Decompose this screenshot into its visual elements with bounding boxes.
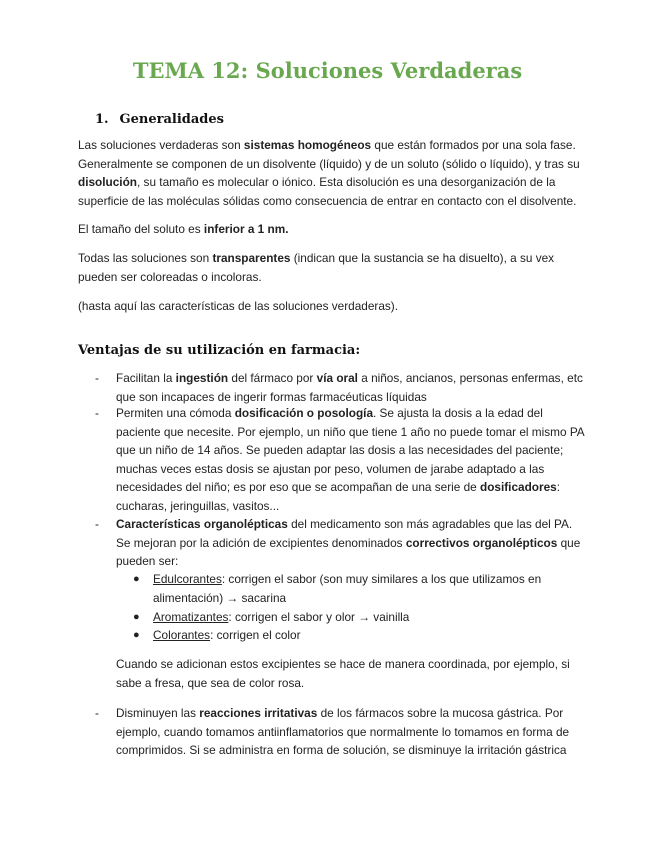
list-dash: - xyxy=(95,406,99,420)
bold-run: vía oral xyxy=(316,371,358,385)
bold-run: reacciones irritativas xyxy=(199,706,318,720)
bullet-dot: ● xyxy=(133,573,140,585)
text-run: : cucharas, jeringuillas, vasitos... xyxy=(116,480,560,513)
bold-run: dosificadores xyxy=(480,480,557,494)
section-number: 1. xyxy=(95,112,109,127)
text-run: del medicamento son más agradables que las del PA. Se mejoran por la adición de excipientes denominados xyxy=(116,517,573,550)
list-item-note: Cuando se adicionan estos excipientes se hace de manera coordinada, por ejemplo, si sabe a fresa, que sea de color rosa. xyxy=(116,657,570,690)
underlined-run: Colorantes xyxy=(153,628,211,642)
list-item-irritativas xyxy=(116,704,586,760)
bold-run: correctivos organolépticos xyxy=(405,535,558,550)
bold-run: inferior a 1 nm. xyxy=(203,222,289,236)
text-run: El tamaño del soluto es xyxy=(78,222,204,236)
bullet-dot: ● xyxy=(133,611,140,623)
bold-run: ingestión xyxy=(175,371,229,385)
paragraph-transparency xyxy=(78,249,583,286)
text-run: que pueden ser: xyxy=(116,535,581,568)
sub-item-edulcorantes xyxy=(153,570,573,607)
text-run: Todas las soluciones son xyxy=(78,251,213,265)
section-heading-generalidades xyxy=(95,112,224,127)
text-run: del fármaco por xyxy=(228,371,317,385)
text-run: de los fármacos sobre la mucosa gástrica. Por ejemplo, cuando tomamos antiinflamatorios que normalmente lo tomamos en forma de comprimidos. Si se administra en forma de solución, se disminuye la irritación gástrica xyxy=(116,706,570,757)
bold-run: disolución xyxy=(78,175,137,189)
text-run: Permiten una cómoda xyxy=(116,406,235,420)
list-dash: - xyxy=(95,517,99,531)
paragraph-note: (hasta aquí las características de las soluciones verdaderas). xyxy=(78,299,398,313)
bold-run: Características organolépticas xyxy=(116,517,288,531)
text-run: : corrigen el sabor y olor → vainilla xyxy=(228,610,410,624)
text-run: que están formados por una sola fase. Generalmente se componen de un disolvente (líquido) y de un soluto (sólido o líquido), y tras su xyxy=(78,138,580,171)
list-item-ingestion xyxy=(116,369,586,406)
text-run: . Se ajusta la dosis a la edad del paciente que necesite. Por ejemplo, un niño que tiene 1 año no puede tomar el mismo PA que un niño de 14 años. Se pueden adaptar las dosis a las necesidades del paciente; muchas veces estas dosis se ajustan por peso, volumen de jarabe adaptado a las necesidades del niño; es por eso que se acompañan de una serie de xyxy=(116,406,585,494)
bullet-dot: ● xyxy=(133,629,140,641)
list-dash: - xyxy=(95,706,99,720)
text-run: : corrigen el color xyxy=(210,628,301,642)
bold-run: transparentes xyxy=(212,251,291,265)
text-run: a niños, ancianos, personas enfermas, etc que son incapaces de ingerir formas farmacéuticas líquidas xyxy=(116,371,583,404)
list-item-organolepticas xyxy=(116,515,586,571)
sub-item-colorantes xyxy=(153,626,573,645)
underlined-run: Edulcorantes xyxy=(153,572,222,586)
text-run: Disminuyen las xyxy=(116,706,200,720)
section-heading-ventajas: Ventajas de su utilización en farmacia: xyxy=(78,343,361,358)
paragraph-definition xyxy=(78,136,583,210)
bold-run: dosificación o posología xyxy=(234,406,373,420)
sub-item-aromatizantes xyxy=(153,608,573,627)
list-item-dosificacion xyxy=(116,404,586,515)
text-run: (indican que la sustancia se ha disuelto), a su vex pueden ser coloreadas o incoloras. xyxy=(78,251,555,284)
paragraph-solute-size xyxy=(78,220,583,239)
text-run: , su tamaño es molecular o iónico. Esta disolución es una desorganización de la superficie de las moléculas sólidas como consecuencia de entrar en contacto con el disolvente. xyxy=(78,175,577,208)
text-run: Las soluciones verdaderas son xyxy=(78,138,244,152)
text-run: : corrigen el sabor (son muy similares a los que utilizamos en alimentación) → sacarina xyxy=(153,572,542,605)
bold-run: sistemas homogéneos xyxy=(243,138,372,152)
text-run: Facilitan la xyxy=(116,371,176,385)
list-dash: - xyxy=(95,371,99,385)
page-title: TEMA 12: Soluciones Verdaderas xyxy=(132,58,523,83)
underlined-run: Aromatizantes xyxy=(153,610,229,624)
section-heading-text: Generalidades xyxy=(119,112,224,127)
